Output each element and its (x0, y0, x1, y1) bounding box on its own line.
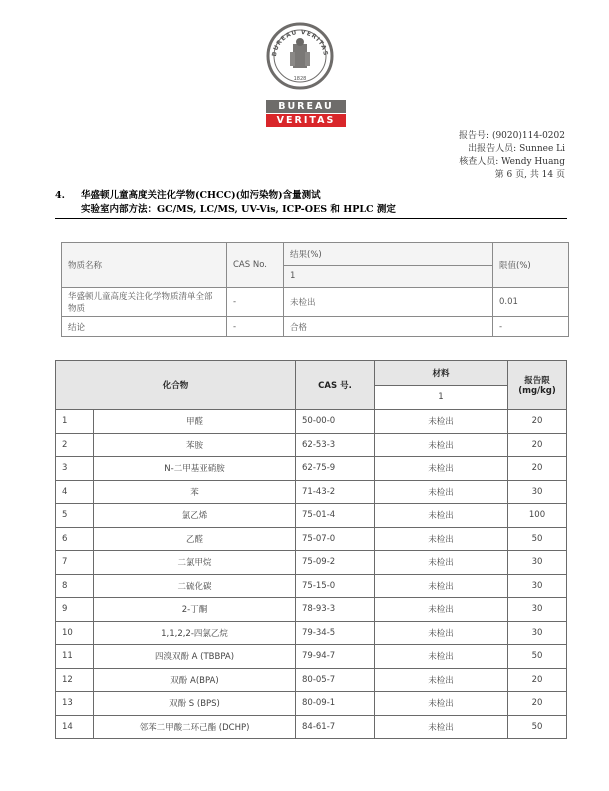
row-index: 11 (56, 645, 94, 669)
row-compound: 乙醛 (94, 527, 296, 551)
table-row (56, 410, 567, 434)
row-limit: 30 (508, 551, 567, 575)
summary-header-cas: CAS No. (227, 243, 284, 288)
seal-year: 1828 (293, 76, 307, 82)
report-number: 报告号: (9020)114-0202 (459, 131, 565, 141)
summary-header-result: 结果(%) (284, 243, 493, 266)
row-index: 4 (56, 480, 94, 504)
row-cas: 62-75-9 (296, 457, 375, 481)
row-limit: 30 (508, 621, 567, 645)
summary-cell-limit: 0.01 (493, 288, 569, 317)
table-row (56, 692, 567, 716)
row-result: 未检出 (375, 715, 508, 739)
row-cas: 79-34-5 (296, 621, 375, 645)
bureau-veritas-seal-icon (266, 22, 334, 90)
table-row (56, 504, 567, 528)
compound-header: 化合物 (56, 361, 296, 410)
row-limit: 50 (508, 645, 567, 669)
table-row (56, 621, 567, 645)
row-result: 未检出 (375, 645, 508, 669)
row-compound: 双酚 A(BPA) (94, 668, 296, 692)
bureau-veritas-logo (266, 22, 346, 127)
table-row (56, 480, 567, 504)
row-compound: 2-丁酮 (94, 598, 296, 622)
section-title: 华盛顿儿童高度关注化学物(CHCC)(如污染物)含量测试 (81, 190, 321, 201)
summary-row (62, 288, 569, 317)
table-row (56, 668, 567, 692)
summary-cell-limit: - (493, 317, 569, 337)
summary-header-result-sub: 1 (284, 265, 493, 288)
report-meta (459, 130, 565, 182)
row-cas: 50-00-0 (296, 410, 375, 434)
row-index: 2 (56, 433, 94, 457)
row-index: 9 (56, 598, 94, 622)
row-limit: 20 (508, 692, 567, 716)
report-issuer: 出报告人员: Sunnee Li (468, 144, 565, 154)
cas-header: CAS 号. (296, 361, 375, 410)
summary-cell-name: 华盛顿儿童高度关注化学物质清单全部物质 (62, 288, 227, 317)
row-result: 未检出 (375, 433, 508, 457)
row-compound: 双酚 S (BPS) (94, 692, 296, 716)
row-limit: 50 (508, 715, 567, 739)
limit-header (508, 361, 567, 410)
row-cas: 75-07-0 (296, 527, 375, 551)
summary-header-name: 物质名称 (62, 243, 227, 288)
row-index: 6 (56, 527, 94, 551)
row-limit: 50 (508, 527, 567, 551)
row-limit: 30 (508, 574, 567, 598)
table-row (56, 715, 567, 739)
row-compound: 1,1,2,2-四氯乙烷 (94, 621, 296, 645)
row-result: 未检出 (375, 574, 508, 598)
row-compound: 二氯甲烷 (94, 551, 296, 575)
table-row (56, 645, 567, 669)
row-compound: 苯胺 (94, 433, 296, 457)
table-row (56, 551, 567, 575)
row-result: 未检出 (375, 551, 508, 575)
row-cas: 79-94-7 (296, 645, 375, 669)
compound-rows (56, 410, 567, 739)
row-cas: 84-61-7 (296, 715, 375, 739)
summary-cell-result: 合格 (284, 317, 493, 337)
row-cas: 80-09-1 (296, 692, 375, 716)
summary-cell-cas: - (227, 317, 284, 337)
row-compound: N-二甲基亚硝胺 (94, 457, 296, 481)
section-method: 实验室内部方法：GC/MS, LC/MS, UV-Vis, ICP-OES 和 HPLC 测定 (81, 204, 396, 215)
material-header: 材料 (375, 361, 508, 386)
row-cas: 78-93-3 (296, 598, 375, 622)
row-result: 未检出 (375, 480, 508, 504)
row-index: 14 (56, 715, 94, 739)
row-result: 未检出 (375, 621, 508, 645)
row-limit: 30 (508, 480, 567, 504)
summary-cell-cas: - (227, 288, 284, 317)
summary-table (61, 242, 569, 337)
row-index: 12 (56, 668, 94, 692)
summary-cell-name: 结论 (62, 317, 227, 337)
row-cas: 75-15-0 (296, 574, 375, 598)
logo-band-bureau: BUREAU (266, 100, 346, 113)
table-row (56, 433, 567, 457)
compound-table (55, 360, 567, 739)
limit-header-label: 报告限 (524, 376, 550, 386)
section-heading (55, 189, 396, 217)
row-cas: 71-43-2 (296, 480, 375, 504)
row-cas: 75-09-2 (296, 551, 375, 575)
row-result: 未检出 (375, 457, 508, 481)
row-limit: 20 (508, 433, 567, 457)
row-cas: 80-05-7 (296, 668, 375, 692)
row-limit: 20 (508, 457, 567, 481)
row-compound: 苯 (94, 480, 296, 504)
seal-text: BUREAU VERITAS (270, 28, 330, 57)
page-indicator: 第 6 页, 共 14 页 (494, 170, 565, 180)
table-row (56, 527, 567, 551)
row-compound: 邻苯二甲酸二环己酯 (DCHP) (94, 715, 296, 739)
report-reviewer: 核查人员: Wendy Huang (459, 157, 565, 167)
section-divider (55, 218, 567, 219)
row-index: 13 (56, 692, 94, 716)
summary-row (62, 317, 569, 337)
row-index: 1 (56, 410, 94, 434)
material-subheader: 1 (375, 385, 508, 410)
row-limit: 100 (508, 504, 567, 528)
section-number: 4. (55, 190, 65, 201)
row-result: 未检出 (375, 410, 508, 434)
row-result: 未检出 (375, 527, 508, 551)
table-row (56, 598, 567, 622)
row-result: 未检出 (375, 598, 508, 622)
table-row (56, 457, 567, 481)
row-index: 3 (56, 457, 94, 481)
row-result: 未检出 (375, 668, 508, 692)
row-compound: 二硫化碳 (94, 574, 296, 598)
row-compound: 四溴双酚 A (TBBPA) (94, 645, 296, 669)
row-index: 5 (56, 504, 94, 528)
summary-header-limit: 限值(%) (493, 243, 569, 288)
row-index: 8 (56, 574, 94, 598)
row-result: 未检出 (375, 504, 508, 528)
row-limit: 30 (508, 598, 567, 622)
row-index: 7 (56, 551, 94, 575)
summary-cell-result: 未检出 (284, 288, 493, 317)
row-limit: 20 (508, 668, 567, 692)
row-result: 未检出 (375, 692, 508, 716)
row-compound: 甲醛 (94, 410, 296, 434)
row-cas: 75-01-4 (296, 504, 375, 528)
row-compound: 氯乙烯 (94, 504, 296, 528)
row-limit: 20 (508, 410, 567, 434)
limit-header-unit: (mg/kg) (518, 386, 556, 396)
row-cas: 62-53-3 (296, 433, 375, 457)
table-row (56, 574, 567, 598)
row-index: 10 (56, 621, 94, 645)
logo-band-veritas: VERITAS (266, 114, 346, 127)
